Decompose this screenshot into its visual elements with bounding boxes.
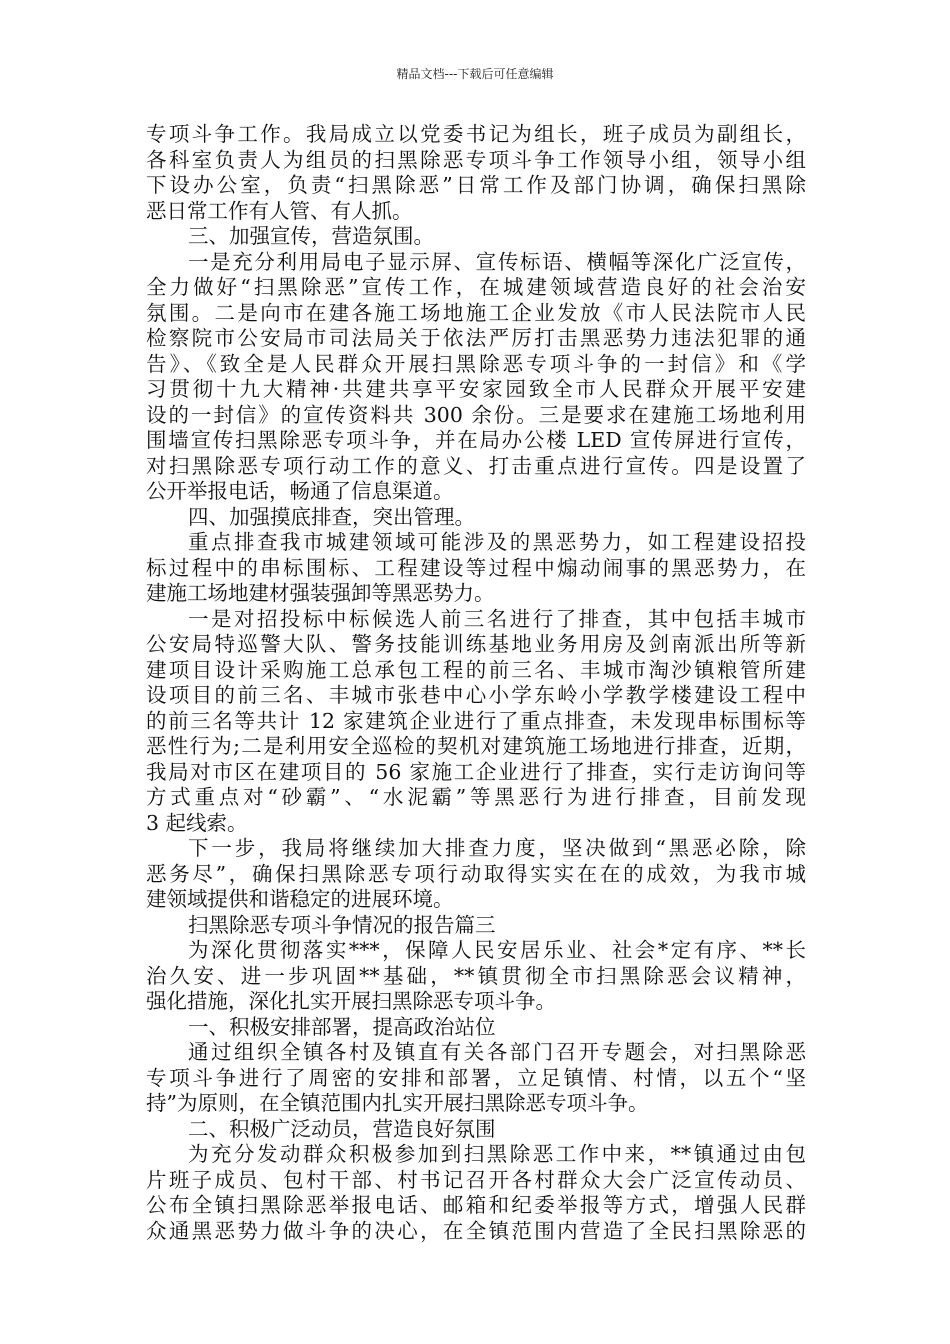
document-body — [146, 122, 806, 1244]
page-header: 精品文档---下载后可任意编辑 — [396, 67, 554, 81]
text-line: 众通黑恶势力做斗争的决心，在全镇范围内营造了全民扫黑除恶的 — [146, 1218, 806, 1243]
text-line: 建领域提供和谐稳定的进展环境。 — [146, 887, 454, 911]
text-line: 的前三名等共计 12 家建筑企业进行了重点排查，未发现串标围标等 — [146, 708, 806, 733]
text-line: 扫黑除恶专项斗争情况的报告篇三 — [188, 912, 496, 937]
text-line: 二、积极广泛动员，营造良好氛围 — [188, 1116, 496, 1141]
text-line: 建项目设计采购施工总承包工程的前三名、丰城市淘沙镇粮管所建 — [146, 657, 806, 682]
text-line: 专项斗争进行了周密的安排和部署，立足镇情、村情，以五个“坚 — [146, 1065, 806, 1090]
text-line: 告》、《致全是人民群众开展扫黑除恶专项斗争的一封信》和《学 — [146, 351, 806, 376]
text-line: 恶务尽”，确保扫黑除恶专项行动取得实实在在的成效，为我市城 — [146, 861, 806, 886]
text-line: 围墙宣传扫黑除恶专项斗争，并在局办公楼 LED 宣传屏进行宣传， — [146, 428, 806, 452]
text-line: 我局对市区在建项目的 56 家施工企业进行了排查，实行走访询问等 — [146, 759, 806, 784]
text-line: 公开举报电话，畅通了信息渠道。 — [146, 479, 454, 503]
text-line: 强化措施，深化扎实开展扫黑除恶专项斗争。 — [146, 989, 556, 1013]
text-line: 公布全镇扫黑除恶举报电话、邮箱和纪委举报等方式，增强人民群 — [146, 1193, 806, 1217]
text-line: 治久安、进一步巩固**基础，**镇贯彻全市扫黑除恶会议精神， — [146, 963, 806, 988]
text-line: 标过程中的串标围标、工程建设等过程中煽动闹事的黑恶势力，在 — [146, 555, 806, 580]
text-line: 重点排查我市城建领域可能涉及的黑恶势力，如工程建设招投 — [188, 530, 806, 554]
text-line: 下设办公室，负责“扫黑除恶”日常工作及部门协调，确保扫黑除 — [146, 173, 806, 197]
text-line: 专项斗争工作。我局成立以党委书记为组长，班子成员为副组长， — [146, 122, 806, 146]
text-line: 为深化贯彻落实***，保障人民安居乐业、社会*定有序、**长 — [188, 938, 806, 962]
text-line: 氛围。二是向市在建各施工场地施工企业发放《市人民法院市人民 — [146, 300, 806, 325]
text-line: 3 起线索。 — [146, 810, 248, 835]
text-line: 检察院市公安局市司法局关于依法严厉打击黑恶势力违法犯罪的通 — [146, 326, 806, 350]
text-line: 建施工场地建材强装强卸等黑恶势力。 — [146, 581, 495, 605]
text-line: 通过组织全镇各村及镇直有关各部门召开专题会，对扫黑除恶 — [188, 1040, 806, 1064]
text-line: 习贯彻十九大精神·共建共享平安家园致全市人民群众开展平安建 — [146, 377, 806, 401]
text-line: 设项目的前三名、丰城市张巷中心小学东岭小学教学楼建设工程中 — [146, 683, 806, 707]
text-line: 四、加强摸底排查，突出管理。 — [188, 504, 475, 529]
text-line: 下一步，我局将继续加大排查力度，坚决做到“黑恶必除，除 — [188, 836, 806, 860]
text-line: 三、加强宣传，营造氛围。 — [188, 224, 434, 248]
text-line: 对扫黑除恶专项行动工作的意义、打击重点进行宣传。四是设置了 — [146, 453, 806, 478]
text-line: 持”为原则，在全镇范围内扎实开展扫黑除恶专项斗争。 — [146, 1091, 649, 1115]
text-line: 设的一封信》的宣传资料共 300 余份。三是要求在建施工场地利用 — [146, 402, 806, 427]
text-line: 全力做好“扫黑除恶”宣传工作，在城建领域营造良好的社会治安 — [146, 275, 806, 299]
text-line: 恶性行为;二是利用安全巡检的契机对建筑施工场地进行排查，近期， — [146, 734, 806, 758]
text-line: 恶日常工作有人管、有人抓。 — [146, 198, 413, 223]
text-line: 一、积极安排部署，提高政治站位 — [188, 1014, 496, 1039]
text-line: 一是对招投标中标候选人前三名进行了排查，其中包括丰城市 — [188, 606, 806, 631]
text-line: 各科室负责人为组员的扫黑除恶专项斗争工作领导小组，领导小组 — [146, 147, 806, 172]
text-line: 一是充分利用局电子显示屏、宣传标语、横幅等深化广泛宣传， — [188, 249, 806, 274]
text-line: 为充分发动群众积极参加到扫黑除恶工作中来，**镇通过由包 — [188, 1142, 806, 1166]
text-line: 片班子成员、包村干部、村书记召开各村群众大会广泛宣传动员、 — [146, 1167, 806, 1192]
text-line: 公安局特巡警大队、警务技能训练基地业务用房及剑南派出所等新 — [146, 632, 806, 656]
text-line: 方式重点对“砂霸”、“水泥霸”等黑恶行为进行排查，目前发现 — [146, 785, 806, 809]
